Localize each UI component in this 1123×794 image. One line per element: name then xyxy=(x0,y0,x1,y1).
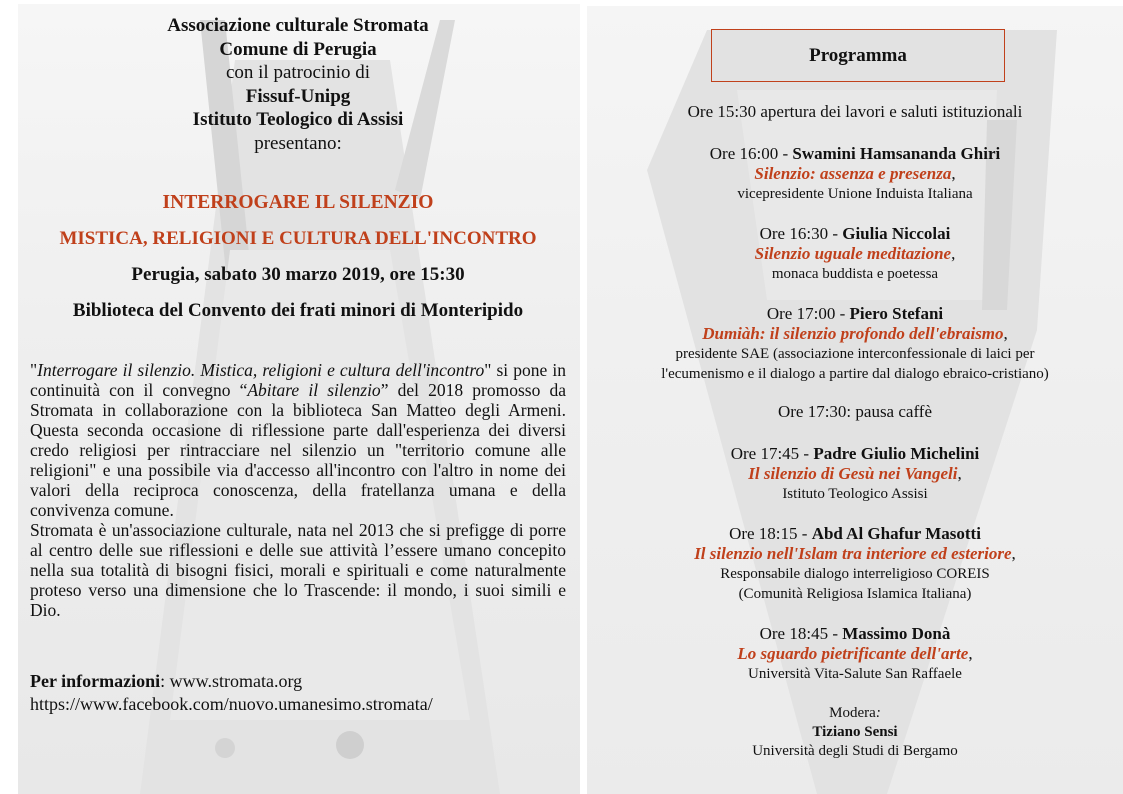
comma: , xyxy=(1011,544,1016,563)
break-slot: Ore 17:30: pausa caffè xyxy=(777,402,933,421)
opening-slot: Ore 15:30 apertura dei lavori e saluti istituzionali xyxy=(687,102,1023,121)
moderator-affiliation: Università degli Studi di Bergamo xyxy=(752,743,958,759)
description-part1: si pone in continuità con il convegno “ xyxy=(30,360,566,400)
session-affiliation: Università Vita-Salute San Raffaele xyxy=(748,666,962,682)
event-subtitle: MISTICA, RELIGIONI E CULTURA DELL'INCONTRO xyxy=(59,228,537,249)
moderator-name: Tiziano Sensi xyxy=(812,724,898,740)
organizer-istituto: Istituto Teologico di Assisi xyxy=(192,109,404,130)
quote-close: " xyxy=(484,360,492,380)
session-talk: Il silenzio di Gesù nei Vangeli xyxy=(748,464,958,483)
event-date: Perugia, sabato 30 marzo 2019, ore 15:30 xyxy=(131,264,465,285)
description-part2: ” del 2018 promosso da Stromata in collaborazione con la biblioteca San Matteo degli Armeni. Questa seconda occasione di riflessione parte dall'esperienza dei diversi credo religiosi per rintracciare nel silenzio un "territorio comune alle religioni" e una possibile via d'accesso all'incontro con l'altro in nome dei valori della reciproca conoscenza, della fratellanza umana e della convivenza comune. xyxy=(30,380,566,520)
session-speaker: Abd Al Ghafur Masotti xyxy=(811,524,981,543)
session-3 xyxy=(587,304,1123,384)
quote-open: " xyxy=(30,360,38,380)
event-venue: Biblioteca del Convento dei frati minori di Monteripido xyxy=(72,300,524,321)
session-time: Ore 18:45 - xyxy=(759,624,843,643)
event-description xyxy=(30,360,566,620)
session-affiliation: vicepresidente Unione Induista Italiana xyxy=(737,186,973,202)
moderator-block xyxy=(587,704,1123,761)
session-speaker: Swamini Hamsananda Ghiri xyxy=(792,144,1001,163)
session-affiliation-2: (Comunità Religiosa Islamica Italiana) xyxy=(738,586,972,602)
session-time: Ore 17:00 - xyxy=(766,304,850,323)
comma: , xyxy=(957,464,962,483)
info-facebook: https://www.facebook.com/nuovo.umanesimo.stromata/ xyxy=(30,694,433,714)
comma: , xyxy=(968,644,973,663)
session-talk: Lo sguardo pietrificante dell'arte xyxy=(737,644,969,663)
description-paragraph-2: Stromata è un'associazione culturale, nata nel 2013 che si prefigge di porre al centro delle sue riflessioni e delle sue attività l’essere umano concepito nella sua totalità di bisogni fisici, morali e spirituali e come naturalmente proteso verso una dimensione che lo Trascende: il mondo, i suoi simili e Dio. xyxy=(30,520,566,620)
program-title-box xyxy=(711,29,1005,82)
session-speaker: Piero Stefani xyxy=(849,304,944,323)
comma: , xyxy=(951,244,956,263)
session-talk: Dumiàh: il silenzio profondo dell'ebraismo xyxy=(702,324,1004,343)
session-time: Ore 16:30 - xyxy=(759,224,843,243)
program-title: Programma xyxy=(809,44,907,66)
right-panel xyxy=(587,0,1123,794)
info-label: Per informazioni xyxy=(30,671,161,691)
session-speaker: Giulia Niccolai xyxy=(842,224,951,243)
organizer-stromata: Associazione culturale Stromata xyxy=(167,15,429,36)
session-affiliation-2: l'ecumenismo e il dialogo a partire dal dialogo ebraico-cristiano) xyxy=(661,366,1049,382)
session-6 xyxy=(587,624,1123,684)
info-colon: : xyxy=(160,671,170,691)
session-affiliation: Istituto Teologico Assisi xyxy=(782,486,928,502)
presentano-label: presentano: xyxy=(254,132,342,154)
patronage-label: con il patrocinio di xyxy=(225,62,371,83)
info-website: www.stromata.org xyxy=(169,671,303,691)
comma: , xyxy=(951,164,956,183)
session-talk: Silenzio uguale meditazione xyxy=(754,244,952,263)
session-talk: Silenzio: assenza e presenza xyxy=(754,164,952,183)
session-5 xyxy=(587,524,1123,604)
session-1 xyxy=(587,144,1123,204)
session-4 xyxy=(587,444,1123,504)
description-italic-title: Interrogare il silenzio. Mistica, religioni e cultura dell'incontro xyxy=(37,360,485,380)
organizer-fissuf: Fissuf-Unipg xyxy=(245,85,351,107)
description-paragraph-1 xyxy=(30,360,566,520)
session-speaker: Padre Giulio Michelini xyxy=(813,444,980,463)
session-affiliation: presidente SAE (associazione interconfessionale di laici per xyxy=(675,346,1035,362)
organizer-comune: Comune di Perugia xyxy=(219,38,377,60)
session-2 xyxy=(587,224,1123,284)
session-time: Ore 18:15 - xyxy=(729,524,812,543)
session-speaker: Massimo Donà xyxy=(842,624,951,643)
moderator-label: Modera xyxy=(829,705,876,721)
description-italic-prev: Abitare il silenzio xyxy=(247,380,381,400)
session-time: Ore 17:45 - xyxy=(730,444,814,463)
session-affiliation: Responsabile dialogo interreligioso COREIS xyxy=(720,566,990,582)
info-block xyxy=(30,670,570,716)
comma: , xyxy=(1003,324,1008,343)
organizers-block xyxy=(30,14,566,155)
session-time: Ore 16:00 - xyxy=(709,144,793,163)
session-talk: Il silenzio nell'Islam tra interiore ed esteriore xyxy=(694,544,1012,563)
event-title: INTERROGARE IL SILENZIO xyxy=(162,192,434,213)
moderator-colon: : xyxy=(875,705,881,721)
session-affiliation: monaca buddista e poetessa xyxy=(771,266,939,282)
